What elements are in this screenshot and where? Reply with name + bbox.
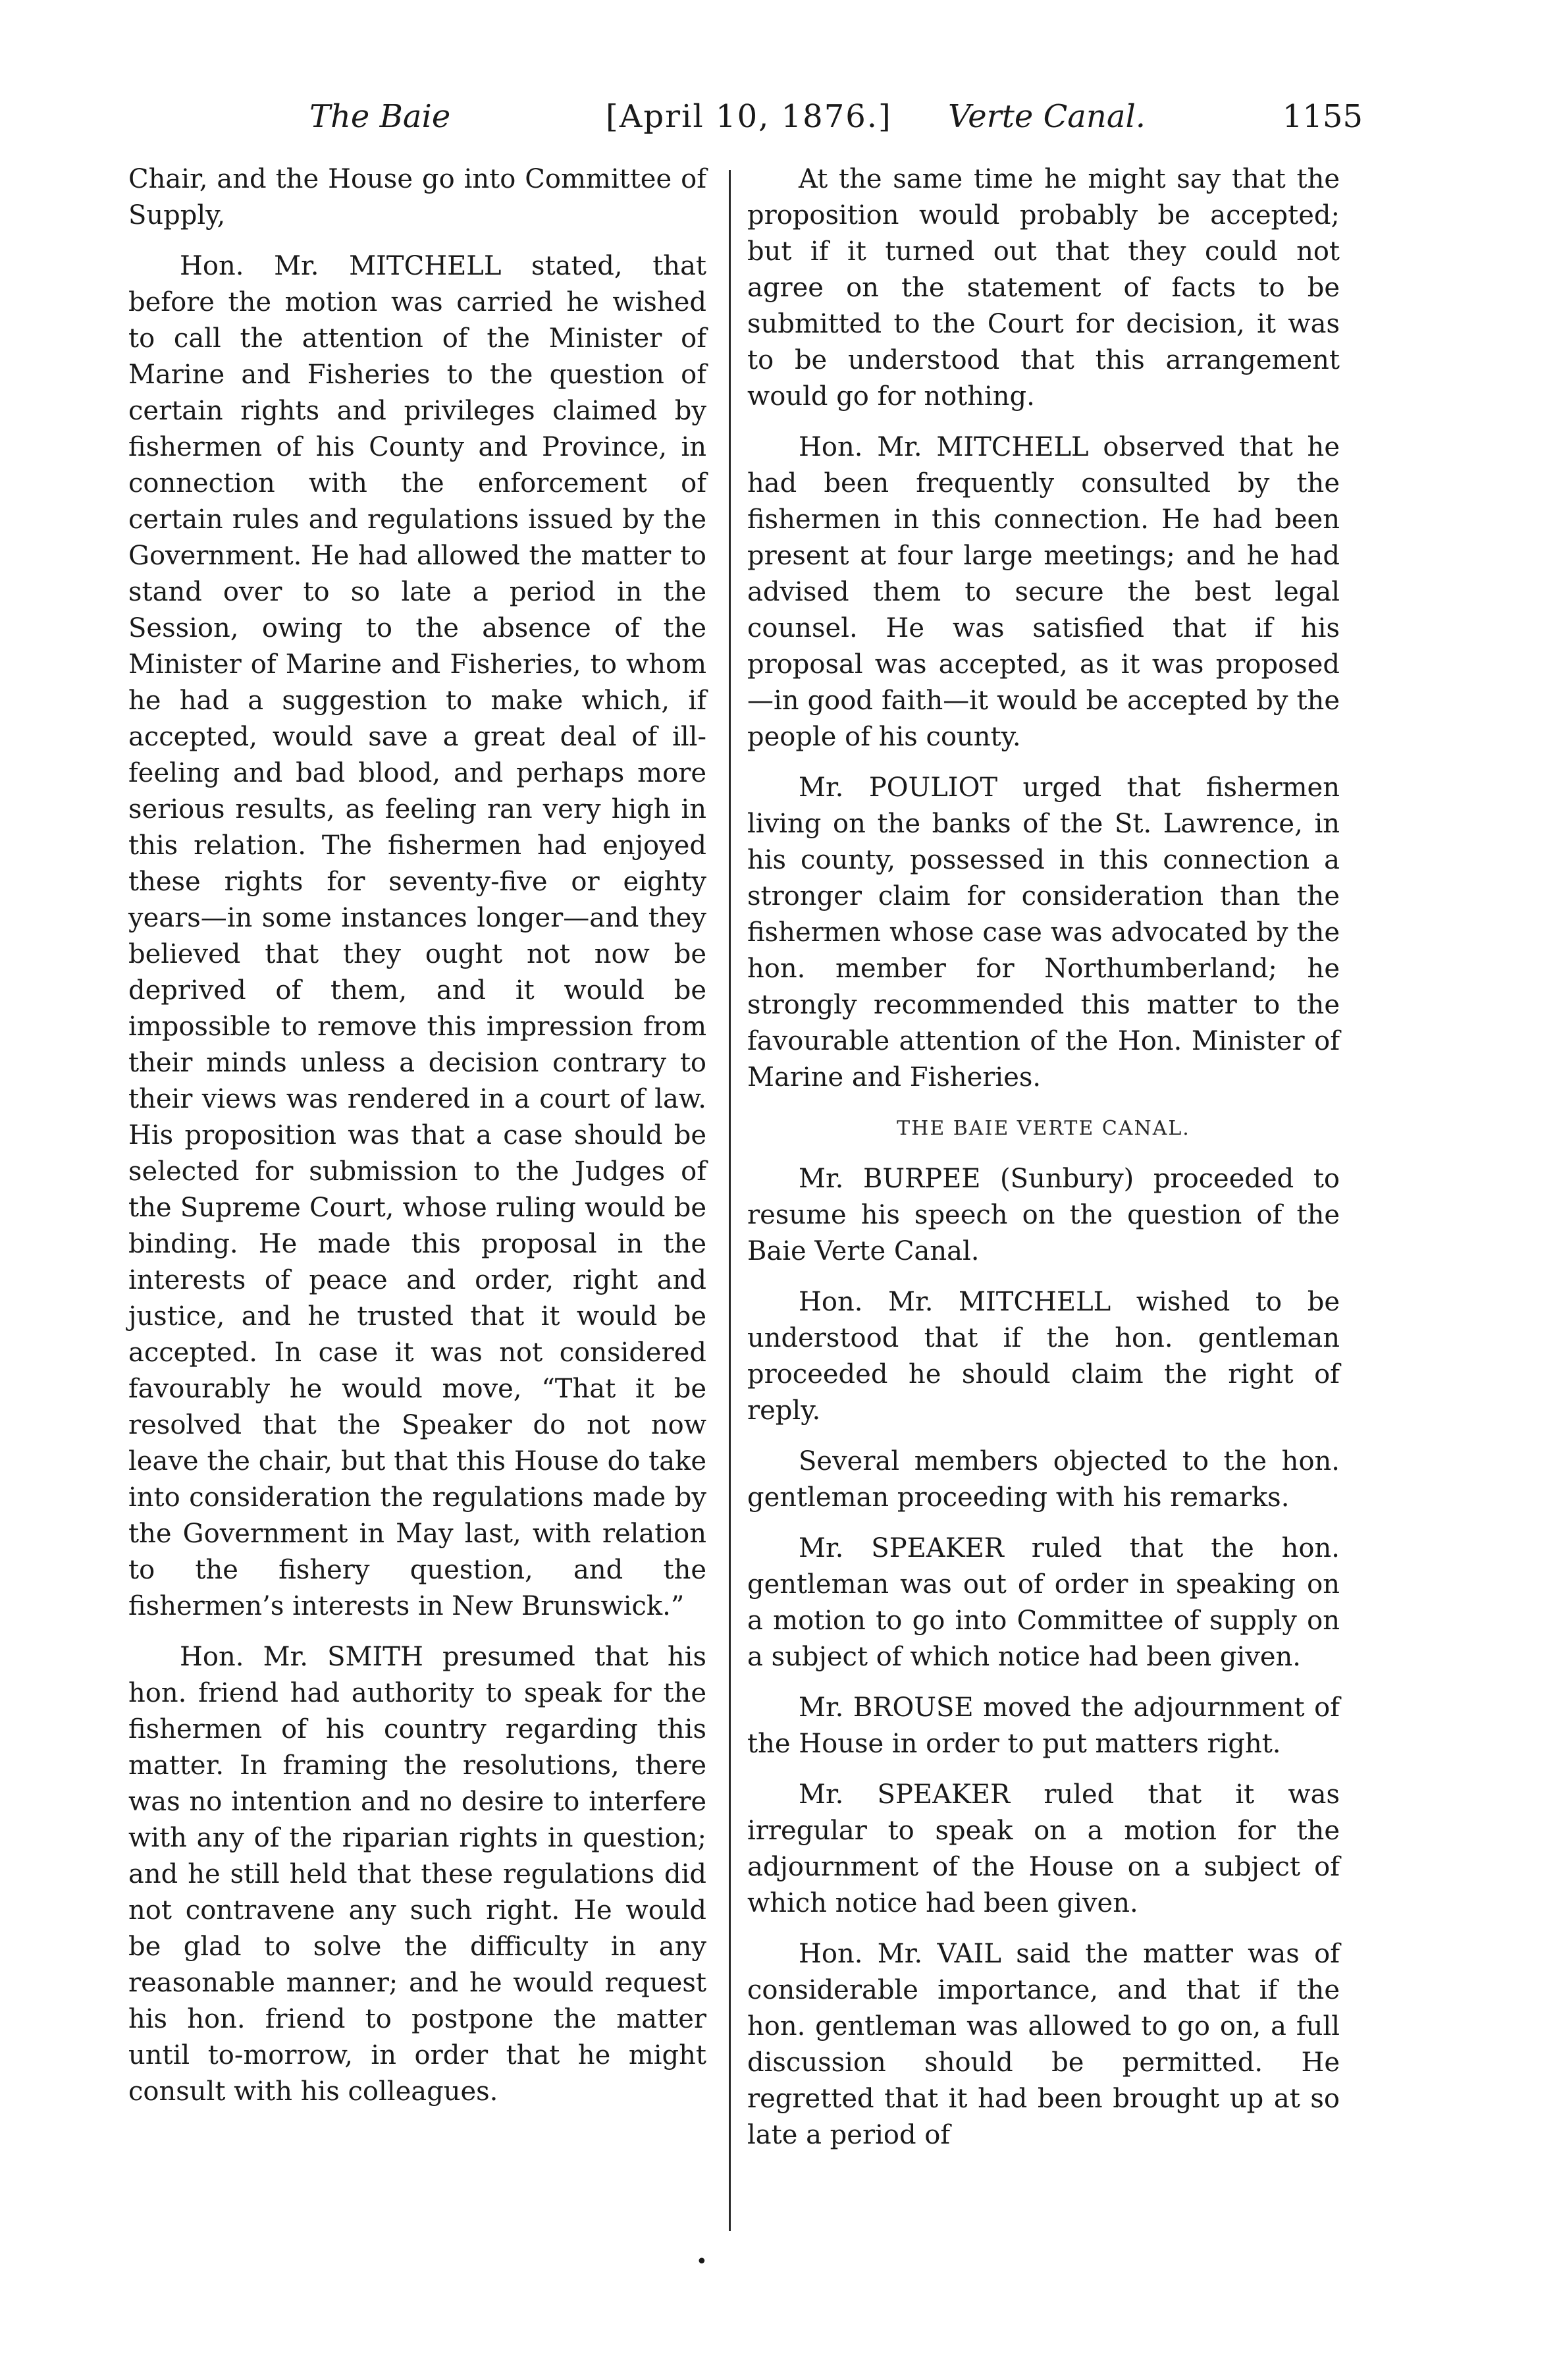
paragraph: Hon. Mr. MITCHELL stated, that before the motion was carried he wished to call the attention of the Minister of Marine and Fisheries to the question of certain rights and privileges claimed by fishermen of his County and Province, in connection with the enforcement of certain rules and regulations issued by the Government. He had allowed the matter to stand over to so late a period in the Session, owing to the absence of the Minister of Marine and Fisheries, to whom he had a suggestion to make which, if accepted, would save a great deal of ill-feeling and bad blood, and perhaps more serious results, as feeling ran very high in this relation. The fishermen had enjoyed these rights for seventy-five or eighty years—in some instances longer—and they believed that they ought not now be deprived of them, and it would be impossible to remove this impression from their minds unless a decision contrary to their views was rendered in a court of law. His proposition was that a case should be selected for submission to the Judges of the Supreme Court, whose ruling would be binding. He made this proposal in the interests of peace and order, right and justice, and he trusted that it would be accepted. In case it was not considered favourably he would move, “That it be resolved that the Speaker do not now leave the chair, but that this House do take into consideration the regulations made by the Government in May last, with relation to the fishery question, and the fishermen’s interests in New Brunswick.” <box>128 251 706 1621</box>
paragraph: Mr. BURPEE (Sunbury) proceeded to resume his speech on the question of the Baie Verte Canal. <box>747 1164 1340 1266</box>
paragraph: Hon. Mr. VAIL said the matter was of considerable importance, and that if the hon. gentleman was allowed to go on, a full discussion should be permitted. He regretted that it had been brought up at so late a period of <box>747 1939 1340 2150</box>
section-heading: THE BAIE VERTE CANAL. <box>897 1117 1190 1140</box>
paragraph: Hon. Mr. SMITH presumed that his hon. friend had authority to speak for the fishermen of his country regarding this matter. In framing the resolutions, there was no intention and no desire to interfere with any of the riparian rights in question; and he still held that these regulations did not contravene any such right. He would be glad to solve the difficulty in any reasonable manner; and he would request his hon. friend to postpone the matter until to-morrow, in order that he might consult with his colleagues. <box>128 1642 706 2107</box>
left-column <box>128 161 706 2124</box>
paragraph: Chair, and the House go into Committee of Supply, <box>128 164 706 230</box>
paragraph: Hon. Mr. MITCHELL observed that he had been frequently consulted by the fishermen in this connection. He had been present at four large meetings; and he had advised them to secure the best legal counsel. He was satisfied that if his proposal was accepted, as it was proposed—in good faith—it would be accepted by the people of his county. <box>747 432 1340 752</box>
paragraph: Mr. SPEAKER ruled that it was irregular to speak on a motion for the adjournment of the House on a subject of which notice had been given. <box>747 1779 1340 1918</box>
paragraph: At the same time he might say that the proposition would probably be accepted; but if it turned out that they could not agree on the statement of facts to be submitted to the Court for decision, it was to be understood that this arrangement would go for nothing. <box>747 164 1340 412</box>
column-divider <box>729 170 731 2231</box>
page-header <box>132 87 1363 146</box>
right-column <box>747 161 1340 2168</box>
running-head-date: [April 10, 1876.] <box>606 98 892 135</box>
printer-mark: • <box>696 2250 708 2273</box>
page-number: 1155 <box>1282 98 1363 135</box>
running-head-left: The Baie <box>309 98 451 135</box>
paragraph: Hon. Mr. MITCHELL wished to be understood that if the hon. gentleman proceeded he should claim the right of reply. <box>747 1287 1340 1426</box>
paragraph: Several members objected to the hon. gentleman proceeding with his remarks. <box>747 1446 1340 1513</box>
paragraph: Mr. SPEAKER ruled that the hon. gentleman was out of order in speaking on a motion to go into Committee of supply on a subject of which notice had been given. <box>747 1533 1340 1672</box>
paragraph: Mr. BROUSE moved the adjournment of the House in order to put matters right. <box>747 1692 1340 1759</box>
paragraph: Mr. POULIOT urged that fishermen living on the banks of the St. Lawrence, in his county, possessed in this connection a stronger claim for consideration than the fishermen whose case was advocated by the hon. member for Northumberland; he strongly recommended this matter to the favourable attention of the Hon. Minister of Marine and Fisheries. <box>747 772 1340 1093</box>
running-head-right: Verte Canal. <box>948 98 1146 135</box>
